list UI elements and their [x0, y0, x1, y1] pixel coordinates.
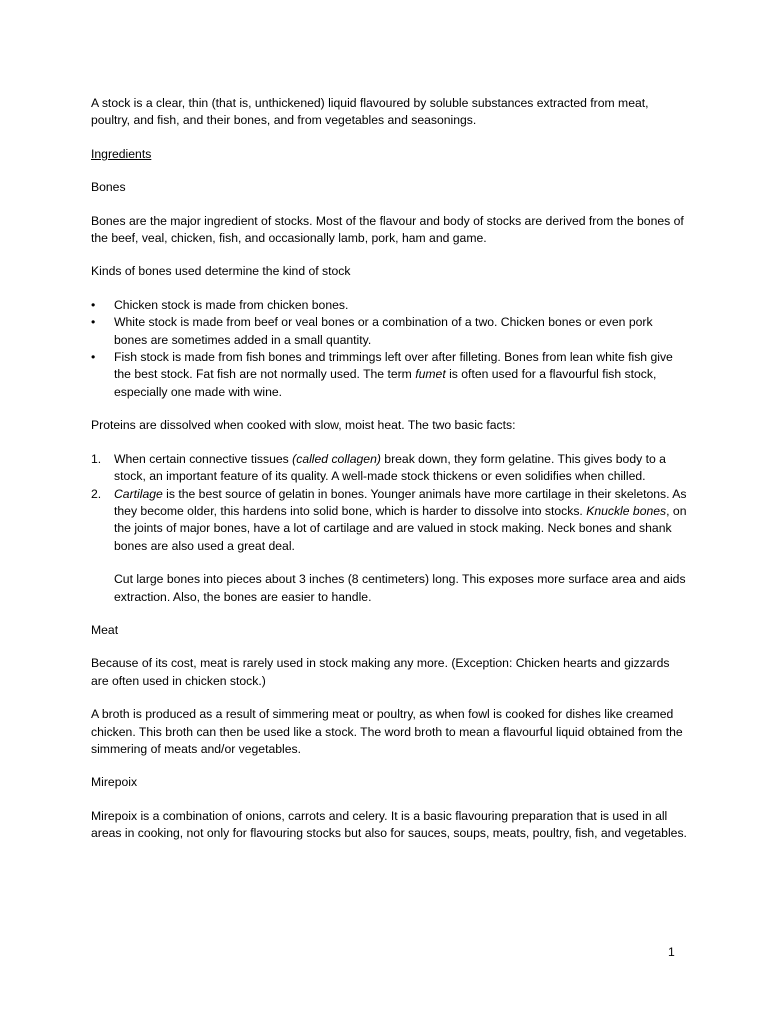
list-item	[91, 486, 687, 556]
intro-paragraph: A stock is a clear, thin (that is, unthickened) liquid flavoured by soluble substances extracted from meat, poultry, and fish, and their bones, and from vegetables and seasonings.	[91, 96, 649, 128]
meat-heading: Meat	[91, 622, 119, 637]
bullet-text: White stock is made from beef or veal bones or a combination of a two. Chicken bones or even pork bones are sometimes added in a small quantity.	[114, 315, 653, 347]
bullet-marker: •	[91, 315, 96, 330]
list-item	[91, 314, 687, 349]
bones-paragraph: Bones are the major ingredient of stocks. Most of the flavour and body of stocks are derived from the bones of the beef, veal, chicken, fish, and occasionally lamb, pork, ham and game.	[91, 213, 684, 246]
item-text-part: break down, they form gelatine. This gives body to a stock, an important feature of its quality. A well-made stock thickens or even solidifies when chilled.	[114, 451, 666, 484]
document-body	[91, 95, 687, 859]
bullet-marker: •	[91, 297, 96, 312]
bullet-text-part: Fish stock is made from fish bones and trimmings left over after filleting. Bones from lean white fish give the best stock. Fat fish are not normally used. The term	[114, 350, 673, 382]
knuckle-bones-term: Knuckle bones	[586, 503, 667, 518]
item-text-part: is the best source of gelatin in bones. Younger animals have more cartilage in their skeletons. As they become older, this hardens into solid bone, which is harder to dissolve into stocks.	[114, 486, 687, 518]
proteins-intro: Proteins are dissolved when cooked with slow, moist heat. The two basic facts:	[91, 418, 516, 433]
item-text-part: When certain connective tissues	[114, 451, 293, 466]
proteins-numbered-list	[91, 451, 687, 555]
list-number: 2.	[91, 486, 102, 501]
list-number: 1.	[91, 451, 102, 466]
bullet-marker: •	[91, 350, 96, 365]
collagen-term: (called collagen)	[292, 451, 381, 466]
list-item	[91, 349, 687, 401]
bones-heading: Bones	[91, 180, 126, 195]
list-item	[91, 451, 687, 486]
kinds-intro: Kinds of bones used determine the kind of stock	[91, 264, 351, 279]
fumet-term: fumet	[415, 367, 446, 382]
bones-bullet-list	[91, 297, 687, 401]
mirepoix-paragraph: Mirepoix is a combination of onions, carrots and celery. It is a basic flavouring preparation that is used in all areas in cooking, not only for flavouring stocks but also for sauces, soups, meats, poultry, fish, and vegetables.	[91, 808, 687, 841]
mirepoix-heading: Mirepoix	[91, 775, 138, 790]
broth-paragraph: A broth is produced as a result of simmering meat or poultry, as when fowl is cooked for dishes like creamed chicken. This broth can then be used like a stock. The word broth to mean a flavourful liquid obtained from the simmering of meats and/or vegetables.	[91, 707, 683, 756]
page-number: 1	[668, 945, 675, 959]
ingredients-heading: Ingredients	[91, 146, 152, 161]
item-text-part: , on the joints of major bones, have a lot of cartilage and are valued in stock making. Neck bones and shank bones are also used a great deal.	[114, 503, 687, 553]
cut-bones-paragraph: Cut large bones into pieces about 3 inches (8 centimeters) long. This exposes more surface area and aids extraction. Also, the bones are easier to handle.	[114, 572, 686, 604]
list-item	[91, 297, 687, 314]
bullet-text-part: is often used for a flavourful fish stock, especially one made with wine.	[114, 367, 657, 399]
bullet-text: Chicken stock is made from chicken bones.	[114, 297, 349, 312]
cartilage-term: Cartilage	[114, 486, 163, 501]
meat-paragraph: Because of its cost, meat is rarely used in stock making any more. (Exception: Chicken hearts and gizzards are often used in chicken stock.)	[91, 656, 670, 688]
